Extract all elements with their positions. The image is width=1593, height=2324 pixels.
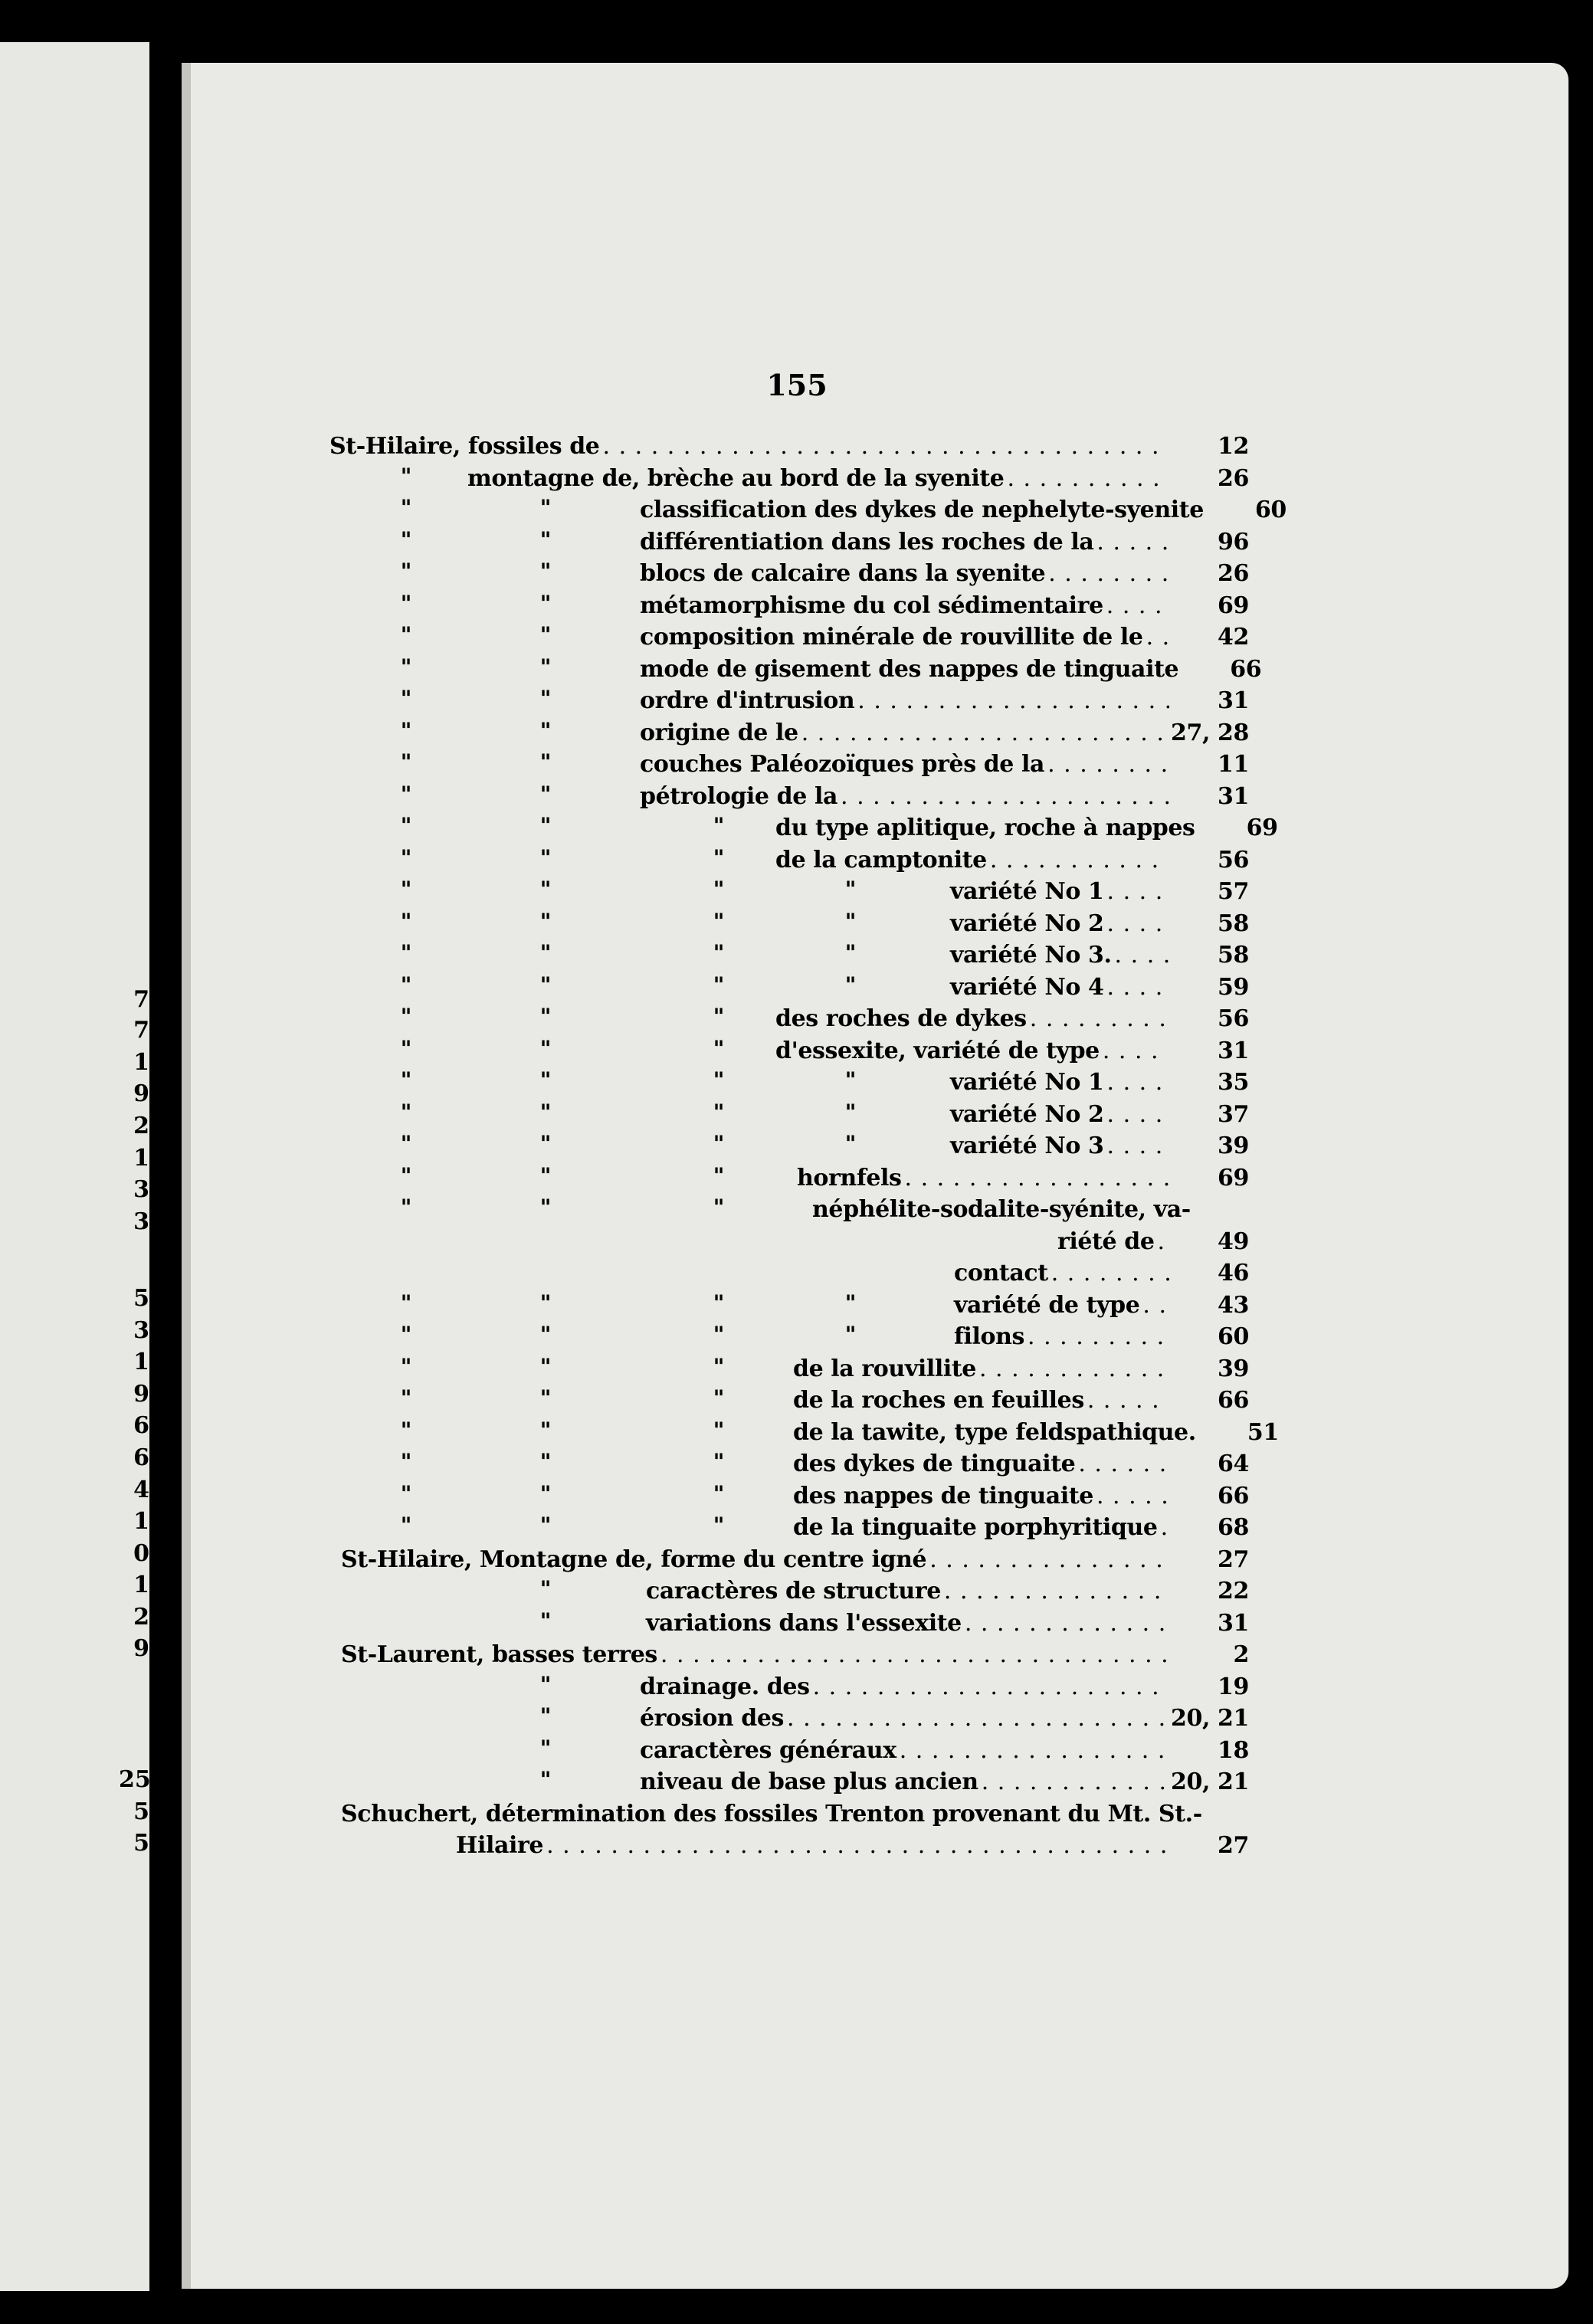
ditto-mark: " [844,1067,857,1093]
facing-page-number: 9 [133,1635,149,1662]
index-entry [950,1132,1249,1165]
entry-page: 56 [1218,846,1249,874]
ditto-mark: " [400,1067,412,1093]
dot-leader [1106,592,1169,619]
index-entry [793,1450,1249,1483]
index-entry [640,497,1287,529]
ditto-mark: " [844,877,857,902]
index-entry [341,1641,1249,1673]
facing-page-number: 4 [133,1477,149,1503]
dot-leader [1028,1323,1169,1350]
index-entry [793,1418,1279,1451]
ditto-mark: " [539,717,552,743]
ditto-mark: " [713,1449,725,1474]
ditto-mark: " [539,1417,552,1443]
index-entry [640,529,1249,561]
ditto-mark: " [539,1608,552,1634]
ditto-mark: " [400,717,412,743]
entry-text: de la tawite, type feldspathique. [793,1418,1196,1446]
index-entry [775,1005,1249,1037]
entry-text: filons [954,1323,1025,1350]
ditto-mark: " [539,590,552,616]
ditto-mark: " [400,877,412,902]
entry-text: niveau de base plus ancien [640,1768,978,1795]
entry-text: blocs de calcaire dans la syenite [640,560,1046,587]
ditto-mark: " [400,495,412,520]
entry-page: 20, 21 [1171,1768,1249,1795]
ditto-mark: " [539,908,552,934]
dot-leader [1107,974,1170,1001]
dot-leader [990,847,1169,874]
entry-text: pétrologie de la [640,782,837,810]
index-entry [950,1069,1249,1101]
ditto-mark: " [713,1290,725,1316]
dot-leader [1047,751,1169,778]
dot-leader [787,1705,1168,1732]
entry-text: mode de gisement des nappes de tinguaite [640,655,1179,683]
entry-page: 39 [1218,1355,1249,1382]
ditto-mark: " [539,877,552,902]
ditto-mark: " [400,1004,412,1029]
entry-text: riété de [1057,1228,1155,1255]
ditto-mark: " [539,1004,552,1029]
ditto-mark: " [539,526,552,552]
facing-page-number: 2 [133,1113,149,1139]
ditto-mark: " [713,877,725,902]
dot-leader [900,1737,1169,1764]
ditto-mark: " [713,1480,725,1506]
entry-text: de la camptonite [775,846,987,874]
ditto-mark: " [539,1322,552,1347]
ditto-mark: " [400,1417,412,1443]
entry-text: variété No 4 [950,973,1104,1001]
ditto-mark: " [539,1131,552,1156]
ditto-mark: " [713,1417,725,1443]
ditto-mark: " [713,1099,725,1125]
entry-page: 2 [1233,1641,1249,1668]
entry-text: d'essexite, variété de type [775,1037,1100,1064]
dot-leader [1096,1483,1169,1509]
ditto-mark: " [400,559,412,584]
entry-text: composition minérale de rouvillite de le [640,624,1143,651]
entry-text: variété No 1 [950,1069,1104,1096]
dot-leader [1078,1450,1169,1477]
entry-text: variété de type [954,1291,1140,1319]
ditto-mark: " [539,686,552,711]
index-entry [640,560,1249,592]
entry-page: 57 [1218,878,1249,905]
entry-text: de la roches en feuilles [793,1387,1084,1414]
ditto-mark: " [844,940,857,965]
page-number: 155 [766,368,828,402]
ditto-mark: " [539,1703,552,1729]
ditto-mark: " [400,940,412,965]
ditto-mark: " [400,972,412,998]
index-entry [640,655,1262,688]
index-entry [341,1546,1249,1578]
entry-text: contact [954,1260,1048,1287]
dot-leader [603,433,1170,460]
ditto-mark: " [713,1131,725,1156]
index-entry [950,1101,1249,1133]
entry-text: différentiation dans les roches de la [640,528,1094,556]
ditto-mark: " [400,1131,412,1156]
entry-page: 18 [1218,1736,1249,1764]
ditto-mark: " [539,1385,552,1411]
dot-leader [1107,910,1170,937]
index-entry [797,1165,1249,1197]
entry-page: 66 [1218,1387,1249,1414]
entry-page: 66 [1230,655,1262,683]
dot-leader [1142,1292,1169,1319]
entry-text: de la rouvillite [793,1355,976,1382]
dot-leader [1107,1132,1170,1159]
entry-text: variété No 2 [950,910,1104,937]
index-entry [640,783,1249,815]
ditto-mark: " [539,1576,552,1601]
entry-page: 12 [1218,433,1249,460]
entry-text: variété No 3. [950,942,1112,969]
ditto-mark: " [539,972,552,998]
entry-text: variété No 2 [950,1100,1104,1128]
ditto-mark: " [713,1162,725,1188]
facing-page-number: 9 [133,1080,149,1107]
entry-text: érosion des [640,1705,785,1732]
ditto-mark: " [400,908,412,934]
ditto-mark: " [713,1004,725,1029]
entry-page: 35 [1218,1069,1249,1096]
entry-page: 58 [1218,910,1249,937]
dot-leader [1103,1037,1169,1064]
ditto-mark: " [713,1035,725,1061]
entry-page: 31 [1218,687,1249,714]
ditto-mark: " [400,781,412,807]
entry-text: montagne de, brèche au bord de la syenite [467,464,1005,492]
entry-text: St-Laurent, basses terres [341,1641,657,1668]
entry-page: 59 [1218,973,1249,1001]
ditto-mark: " [844,1322,857,1347]
ditto-mark: " [539,622,552,647]
facing-page-number: 1 [133,1145,149,1172]
entry-page: 37 [1218,1100,1249,1128]
index-entry [954,1260,1249,1292]
ditto-mark: " [400,654,412,680]
entry-page: 51 [1247,1418,1279,1446]
entry-page: 60 [1218,1323,1249,1350]
facing-page-number: 5 [133,1285,149,1312]
entry-text: caractères généraux [640,1736,896,1764]
ditto-mark: " [844,1131,857,1156]
ditto-mark: " [539,1099,552,1125]
dot-leader [1051,1260,1169,1287]
dot-leader [1158,1228,1169,1255]
facing-page-number: 3 [133,1208,149,1235]
dot-leader [982,1768,1168,1795]
dot-leader [1087,1387,1169,1414]
index-entry [793,1387,1249,1419]
ditto-mark: " [539,1035,552,1061]
entry-text: de la tinguaite porphyritique [793,1514,1158,1541]
ditto-mark: " [844,1099,857,1125]
entry-page: 96 [1218,528,1249,556]
ditto-mark: " [539,1513,552,1538]
index-entry [646,1610,1249,1642]
dot-leader [801,719,1168,746]
dot-leader [905,1165,1169,1192]
ditto-mark: " [400,1195,412,1220]
index-entry [640,687,1249,719]
dot-leader [1107,1101,1170,1128]
page-gutter [182,63,191,2289]
entry-text: des roches de dykes [775,1005,1027,1032]
dot-leader [1107,1069,1170,1096]
entry-page: 69 [1218,1164,1249,1192]
entry-page: 43 [1218,1291,1249,1319]
facing-page-number: 6 [133,1412,149,1439]
facing-page-number: 3 [133,1176,149,1203]
dot-leader [979,1355,1169,1382]
dot-leader [1115,942,1169,969]
entry-page: 56 [1218,1005,1249,1032]
ditto-mark: " [400,1290,412,1316]
ditto-mark: " [539,1735,552,1761]
ditto-mark: " [400,1480,412,1506]
entry-page: 26 [1218,464,1249,492]
facing-page-number: 25 [119,1766,151,1793]
entry-text: caractères de structure [646,1578,941,1605]
ditto-mark: " [400,463,412,489]
entry-text: des dykes de tinguaite [793,1450,1076,1477]
ditto-mark: " [539,1290,552,1316]
ditto-mark: " [713,940,725,965]
entry-text: des nappes de tinguaite [793,1482,1093,1509]
index-entry [640,1737,1249,1769]
ditto-mark: " [713,1353,725,1379]
ditto-mark: " [539,940,552,965]
entry-page: 69 [1246,815,1278,841]
ditto-mark: " [539,1767,552,1792]
entry-text: drainage. des [640,1673,810,1700]
entry-page: 69 [1218,592,1249,619]
ditto-mark: " [713,1067,725,1093]
facing-page-number: 5 [133,1798,149,1825]
ditto-mark: " [539,654,552,680]
index-entry [950,910,1249,942]
entry-page: 27 [1218,1832,1249,1859]
entry-text: St-Hilaire, Montagne de, forme du centre igné [341,1546,927,1573]
index-entry [467,465,1249,497]
entry-page: 39 [1218,1132,1249,1159]
ditto-mark: " [713,1195,725,1220]
entry-page: 46 [1218,1260,1249,1287]
index-entry [793,1514,1249,1546]
index-entry [775,1037,1249,1070]
entry-page: 11 [1218,751,1249,778]
facing-page-number: 0 [133,1540,149,1567]
entry-page: 64 [1218,1450,1249,1477]
dot-leader [1007,465,1169,492]
index-entry [640,719,1249,752]
dot-leader [965,1610,1169,1637]
entry-page: 31 [1218,782,1249,810]
ditto-mark: " [713,972,725,998]
ditto-mark: " [400,1162,412,1188]
dot-leader [944,1578,1169,1605]
ditto-mark: " [400,1322,412,1347]
entry-text: Hilaire [456,1832,544,1859]
dot-leader [813,1673,1169,1700]
entry-text: variété No 1 [950,878,1104,905]
facing-page-number: 6 [133,1444,149,1471]
index-entry [640,1673,1249,1706]
index-entry [950,942,1249,974]
index-entry [775,847,1249,879]
dot-leader [1107,878,1170,905]
ditto-mark: " [713,1322,725,1347]
index-entry [793,1483,1249,1515]
entry-page: 22 [1218,1578,1249,1605]
entry-text: du type aplitique, roche à nappes [775,815,1195,841]
index-entry [329,433,1249,465]
entry-text: couches Paléozoïques près de la [640,751,1045,778]
ditto-mark: " [400,813,412,838]
index-entry [954,1292,1249,1324]
index-entry: Schuchert, détermination des fossiles Trenton provenant du Mt. St.- [341,1800,1202,1827]
index-entry [640,624,1249,656]
ditto-mark: " [400,686,412,711]
ditto-mark: " [844,1290,857,1316]
ditto-mark: " [539,813,552,838]
ditto-mark: " [713,813,725,838]
index-entry [950,878,1249,910]
dot-leader [1096,529,1169,556]
facing-page-number: 1 [133,1572,149,1598]
facing-page-number: 1 [133,1049,149,1076]
index-entry [640,751,1249,783]
ditto-mark: " [713,1513,725,1538]
entry-page: 26 [1218,560,1249,587]
facing-page-number: 7 [133,986,149,1013]
ditto-mark: " [713,844,725,870]
index-entry: néphélite-sodalite-syénite, va- [812,1196,1191,1223]
entry-text: classification des dykes de nephelyte-syenite [640,497,1204,523]
ditto-mark: " [539,844,552,870]
entry-text: origine de le [640,719,798,746]
ditto-mark: " [844,972,857,998]
ditto-mark: " [400,749,412,775]
dot-leader [1048,560,1169,587]
entry-text: St-Hilaire, fossiles de [329,433,600,460]
entry-page: 31 [1218,1609,1249,1637]
index-entry [950,974,1249,1006]
entry-page: 27 [1218,1546,1249,1573]
dot-leader [841,783,1169,810]
ditto-mark: " [400,590,412,616]
dot-leader [546,1832,1169,1859]
entry-page: 19 [1218,1673,1249,1700]
index-entry [954,1323,1249,1355]
entry-page: 42 [1218,624,1249,651]
ditto-mark: " [539,749,552,775]
entry-page: 66 [1218,1482,1249,1509]
index-entry [456,1832,1249,1864]
ditto-mark: " [400,1353,412,1379]
entry-text: variations dans l'essexite [646,1609,962,1637]
index-entry [1057,1228,1249,1260]
ditto-mark: " [400,1385,412,1411]
ditto-mark: " [844,908,857,934]
ditto-mark: " [400,1449,412,1474]
ditto-mark: " [539,1067,552,1093]
entry-page: 60 [1254,497,1287,523]
entry-page: 49 [1218,1228,1249,1255]
ditto-mark: " [713,908,725,934]
entry-text: hornfels [797,1164,902,1192]
facing-page-number: 2 [133,1604,149,1631]
ditto-mark: " [400,1513,412,1538]
dot-leader [1161,1514,1169,1541]
ditto-mark: " [539,781,552,807]
ditto-mark: " [400,1099,412,1125]
ditto-mark: " [400,844,412,870]
ditto-mark: " [539,1671,552,1697]
ditto-mark: " [539,495,552,520]
ditto-mark: " [713,1385,725,1411]
entry-text: ordre d'intrusion [640,687,855,714]
entry-page: 20, 21 [1171,1705,1249,1732]
facing-page-number: 7 [133,1017,149,1044]
ditto-mark: " [539,1353,552,1379]
ditto-mark: " [539,559,552,584]
index-entry [793,1355,1249,1388]
index-entry [640,1705,1249,1737]
entry-page: 68 [1218,1514,1249,1541]
dot-leader [857,687,1169,714]
facing-page-number: 1 [133,1508,149,1535]
facing-page-number: 9 [133,1381,149,1408]
ditto-mark: " [539,1449,552,1474]
left-facing-page [0,42,149,2291]
ditto-mark: " [400,1035,412,1061]
entry-text: métamorphisme du col sédimentaire [640,592,1103,619]
dot-leader [1030,1005,1169,1032]
entry-text: variété No 3 [950,1132,1104,1159]
index-entry [640,592,1249,624]
entry-page: 58 [1218,942,1249,969]
index-entry [775,815,1278,847]
facing-page-number: 3 [133,1317,149,1344]
ditto-mark: " [539,1162,552,1188]
ditto-mark: " [400,526,412,552]
facing-page-number: 1 [133,1349,149,1375]
facing-page-number: 5 [133,1830,149,1857]
index-entry [646,1578,1249,1610]
index-entry [640,1768,1249,1801]
dot-leader [660,1641,1169,1668]
entry-page: 31 [1218,1037,1249,1064]
ditto-mark: " [539,1480,552,1506]
dot-leader [1146,624,1169,651]
ditto-mark: " [539,1195,552,1220]
ditto-mark: " [400,622,412,647]
dot-leader [929,1546,1169,1573]
entry-page: 27, 28 [1171,719,1249,746]
